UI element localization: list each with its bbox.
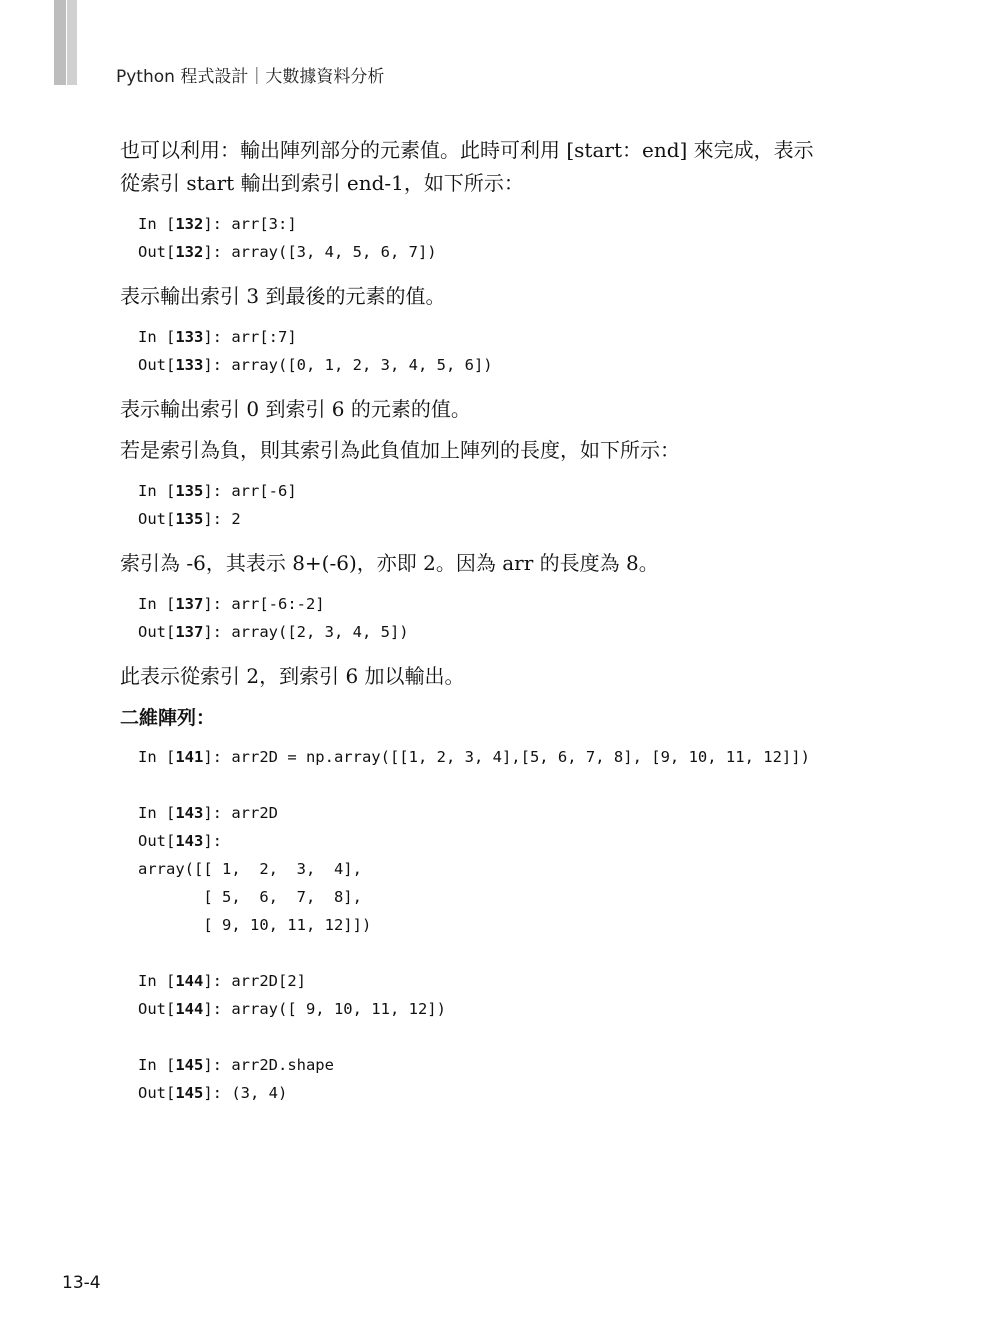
code-line [138, 967, 900, 995]
code-line [138, 590, 900, 618]
code-text: ]: array([ 9, 10, 11, 12]) [203, 1000, 446, 1018]
code-text: In [ [138, 482, 176, 500]
code-line [138, 618, 900, 646]
code-text: ]: arr2D[2] [203, 972, 306, 990]
paragraph: 也可以利用：輸出陣列部分的元素值。此時可利用 [start：end] 來完成，表示 [120, 138, 814, 162]
code-line [138, 911, 900, 939]
page-body [120, 134, 900, 1121]
code-blank-line [138, 1023, 900, 1051]
paragraph: 此表示從索引 2，到索引 6 加以輸出。 [120, 664, 465, 688]
code-text: In [ [138, 804, 176, 822]
code-line [138, 1051, 900, 1079]
paragraph: 表示輸出索引 0 到索引 6 的元素的值。 [120, 397, 471, 421]
prompt-number: 132 [175, 243, 204, 261]
prompt-number: 135 [175, 510, 204, 528]
code-text: Out[ [138, 510, 176, 528]
prompt-number: 135 [175, 482, 204, 500]
code-line [138, 210, 900, 238]
margin-bar [54, 0, 66, 85]
prompt-number: 133 [175, 356, 204, 374]
code-text: Out[ [138, 623, 176, 641]
code-text: ]: arr2D = np.array([[1, 2, 3, 4],[5, 6, 7, 8], [9, 10, 11, 12]]) [203, 748, 810, 766]
prompt-number: 145 [175, 1056, 204, 1074]
code-line [138, 995, 900, 1023]
paragraph: 從索引 start 輸出到索引 end-1，如下所示： [120, 171, 524, 195]
code-text: In [ [138, 972, 176, 990]
margin-bar [67, 0, 77, 85]
page-number: 13-4 [62, 1273, 101, 1293]
code-text: ]: (3, 4) [203, 1084, 288, 1102]
paragraph: 索引為 -6，其表示 8+(-6)，亦即 2。因為 arr 的長度為 8。 [120, 551, 659, 575]
code-text: Out[ [138, 832, 176, 850]
code-line [138, 351, 900, 379]
code-line [138, 827, 900, 855]
prompt-number: 141 [175, 748, 204, 766]
code-text: In [ [138, 328, 176, 346]
code-line [138, 238, 900, 266]
prompt-number: 137 [175, 595, 204, 613]
code-text: In [ [138, 1056, 176, 1074]
prompt-number: 143 [175, 804, 204, 822]
code-text: ]: arr[3:] [203, 215, 297, 233]
prompt-number: 133 [175, 328, 204, 346]
code-line [138, 799, 900, 827]
code-line [138, 855, 900, 883]
code-text: In [ [138, 748, 176, 766]
code-blank-line [138, 939, 900, 967]
prompt-number: 144 [175, 1000, 204, 1018]
code-text: ]: arr2D [203, 804, 278, 822]
code-line [138, 883, 900, 911]
code-text: ]: arr[-6] [203, 482, 297, 500]
code-text: ]: array([0, 1, 2, 3, 4, 5, 6]) [203, 356, 493, 374]
prompt-number: 144 [175, 972, 204, 990]
code-text: Out[ [138, 1084, 176, 1102]
code-text: ]: [203, 832, 222, 850]
code-line [138, 323, 900, 351]
paragraph: 表示輸出索引 3 到最後的元素的值。 [120, 284, 446, 308]
code-line [138, 1079, 900, 1107]
code-text: Out[ [138, 356, 176, 374]
code-text: array([[ 1, 2, 3, 4], [138, 860, 362, 878]
running-header: Python 程式設計｜大數據資料分析 [116, 67, 385, 87]
section-heading: 二維陣列： [120, 707, 216, 729]
code-block [138, 210, 900, 266]
paragraph: 若是索引為負，則其索引為此負值加上陣列的長度，如下所示： [120, 438, 680, 462]
code-text: ]: array([3, 4, 5, 6, 7]) [203, 243, 437, 261]
code-line [138, 477, 900, 505]
code-text: ]: arr2D.shape [203, 1056, 334, 1074]
prompt-number: 145 [175, 1084, 204, 1102]
code-block [138, 477, 900, 533]
code-block [138, 590, 900, 646]
code-text: [ 9, 10, 11, 12]]) [138, 916, 372, 934]
prompt-number: 143 [175, 832, 204, 850]
code-text: [ 5, 6, 7, 8], [138, 888, 362, 906]
code-text: In [ [138, 595, 176, 613]
code-text: ]: 2 [203, 510, 241, 528]
code-text: Out[ [138, 243, 176, 261]
code-text: ]: arr[-6:-2] [203, 595, 325, 613]
code-text: ]: arr[:7] [203, 328, 297, 346]
code-text: Out[ [138, 1000, 176, 1018]
code-text: In [ [138, 215, 176, 233]
prompt-number: 132 [175, 215, 204, 233]
prompt-number: 137 [175, 623, 204, 641]
code-line [138, 505, 900, 533]
code-block [138, 743, 900, 1107]
code-line [138, 743, 900, 771]
code-text: ]: array([2, 3, 4, 5]) [203, 623, 409, 641]
code-block [138, 323, 900, 379]
code-blank-line [138, 771, 900, 799]
